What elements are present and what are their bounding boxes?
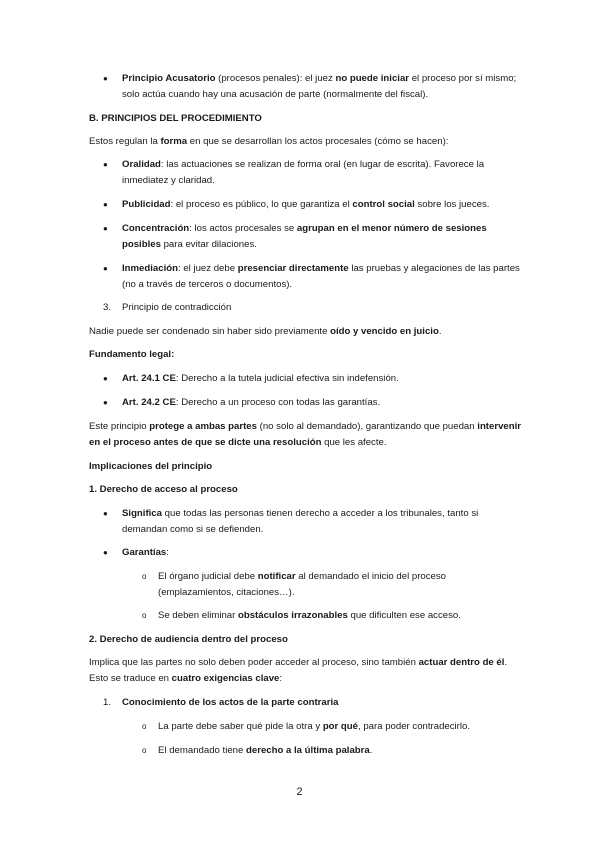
implicaciones-heading: Implicaciones del principio [89, 461, 213, 472]
concentracion-item: ● Concentración: los actos procesales se agrupan en el menor número de sesiones posibles para evitar dilaciones. [103, 223, 487, 250]
bullet-dot-icon: ● [103, 509, 108, 518]
bullet-dot-icon: ● [103, 200, 108, 209]
conocimiento-item-2: o El demandado tiene derecho a la última palabra. [158, 743, 518, 759]
bullet-dot-icon: ● [103, 374, 108, 383]
circle-bullet-icon: o [142, 611, 147, 620]
circle-bullet-icon: o [142, 746, 147, 755]
bullet-dot-icon: ● [103, 548, 108, 557]
conocimiento-heading: 1. Conocimiento de los actos de la parte contraria [103, 697, 339, 708]
contradiccion-heading: 3. Principio de contradicción [103, 302, 232, 313]
garantia-notificar-item: o El órgano judicial debe notificar al demandado el inicio del proceso (emplazamientos, citaciones…). [142, 571, 447, 598]
circle-bullet-icon: o [142, 722, 147, 731]
protege-paragraph: Este principio protege a ambas partes (no solo al demandado), garantizando que puedan intervenir en el proceso antes de que se dicte una resolución que les afecte. [89, 421, 522, 448]
garantias-item: ● Garantías: [122, 545, 522, 561]
conocimiento-item-1: o La parte debe saber qué pide la otra y por qué, para poder contradecirlo. [158, 719, 518, 735]
nadie-paragraph: Nadie puede ser condenado sin haber sido previamente oído y vencido en juicio. [89, 326, 442, 337]
principio-acusatorio-item: ● Principio Acusatorio (procesos penales): el juez no puede iniciar el proceso por sí mismo; solo actúa cuando hay una acusación de parte (normalmente del fiscal). [103, 73, 517, 100]
acceso-heading: 1. Derecho de acceso al proceso [89, 484, 238, 495]
bullet-dot-icon: ● [103, 74, 108, 83]
section-heading-b: B. PRINCIPIOS DEL PROCEDIMIENTO [89, 113, 262, 124]
bullet-dot-icon: ● [103, 224, 108, 233]
bullet-dot-icon: ● [103, 264, 108, 273]
fundamento-legal-heading: Fundamento legal: [89, 349, 175, 360]
significa-item: ● Significa que todas las personas tienen derecho a acceder a los tribunales, tanto si demandan como si se defienden. [103, 508, 479, 535]
bullet-dot-icon: ● [103, 398, 108, 407]
audiencia-heading: 2. Derecho de audiencia dentro del proceso [89, 634, 288, 645]
art-24-1-item: ● Art. 24.1 CE: Derecho a la tutela judicial efectiva sin indefensión. [122, 371, 522, 387]
art-24-2-item: ● Art. 24.2 CE: Derecho a un proceso con todas las garantías. [122, 395, 522, 411]
garantia-obstaculos-item: o Se deben eliminar obstáculos irrazonables que dificulten ese acceso. [158, 608, 518, 624]
oralidad-item: ● Oralidad: las actuaciones se realizan de forma oral (en lugar de escrita). Favorece la inmediatez y claridad. [103, 159, 485, 186]
intro-paragraph: Estos regulan la forma en que se desarrollan los actos procesales (cómo se hacen): [89, 136, 449, 147]
inmediacion-item: ● Inmediación: el juez debe presenciar directamente las pruebas y alegaciones de las partes (no a través de terceros o documentos). [103, 263, 520, 290]
bullet-dot-icon: ● [103, 160, 108, 169]
circle-bullet-icon: o [142, 572, 147, 581]
implica-paragraph: Implica que las partes no solo deben poder acceder al proceso, sino también actuar dentro de él. Esto se traduce en cuatro exigencias clave: [89, 657, 508, 684]
page-number: 2 [296, 786, 303, 798]
publicidad-item: ● Publicidad: el proceso es público, lo que garantiza el control social sobre los jueces. [122, 197, 522, 213]
